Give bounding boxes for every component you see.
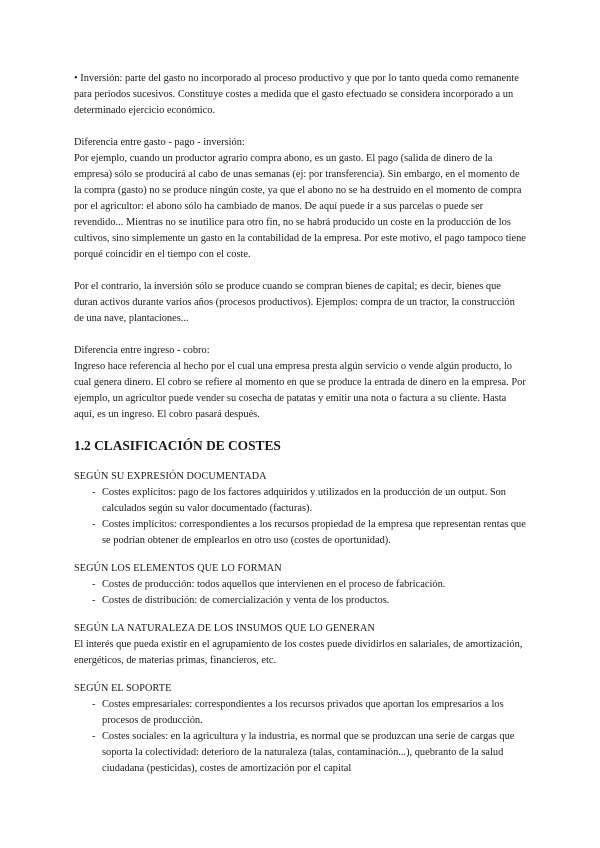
list-item <box>74 517 526 549</box>
subhead-soporte: SEGÚN EL SOPORTE <box>74 683 172 694</box>
dash-marker: - <box>92 519 96 530</box>
list-item <box>74 697 526 729</box>
dash-marker: - <box>92 699 96 710</box>
list-item-text: Costes sociales: en la agricultura y la industria, es normal que se produzcan una serie de cargas que soporta la colectividad: deterioro de la naturaleza (talas, contaminación...), quebranto de la salud ciudadana (pesticidas), costes de amortización por el capital <box>102 731 515 774</box>
dash-marker: - <box>92 731 96 742</box>
dash-marker: - <box>92 595 96 606</box>
list-item-text: Costes explícitos: pago de los factores adquiridos y utilizados en la producción de un output. Son calculados según su valor documentado (facturas). <box>102 487 507 514</box>
list-item-text: Costes de distribución: de comercialización y venta de los productos. <box>102 595 390 606</box>
list-item <box>74 729 526 777</box>
list-soporte <box>74 697 526 777</box>
diff-gasto-body: Por ejemplo, cuando un productor agrario compra abono, es un gasto. El pago (salida de dinero de la empresa) sólo se producirá al cabo de unas semanas (ej: por transferencia). Sin embargo, en el momento de la compra (gasto) no se produce ningún coste, ya que el abono no se ha destruido en el momento de compra por el agricultor: el abono sólo ha cambiado de manos. De aquí puede ir a sus parcelas o puede ser revendido... Mientras no se inutilice para otro fin, no se habrá producido un coste en la producción de los cultivos, sino simplemente un gasto en la contabilidad de la empresa. Por este motivo, el pago tampoco tiene porqué coincidir en el tiempo con el coste. <box>74 153 526 260</box>
naturaleza-body: El interés que pueda existir en el agrupamiento de los costes puede dividirlos en salariales, de amortización, energéticos, de materias primas, financieros, etc. <box>74 639 523 666</box>
inversion-contrario-paragraph: Por el contrario, la inversión sólo se produce cuando se compran bienes de capital; es decir, bienes que duran activos durante varios años (procesos productivos). Ejemplos: compra de un tractor, la construcción de una nave, plantaciones... <box>74 281 515 324</box>
diff-ingreso-body: Ingreso hace referencia al hecho por el cual una empresa presta algún servicio o vende algún producto, lo cual genera dinero. El cobro se refiere al momento en que se produce la entrada de dinero en la empresa. Por ejemplo, un agricultor puede vender su cosecha de patatas y emitir una nota o factura a su cliente. Hasta aquí, es un ingreso. El cobro pasará después. <box>74 361 526 420</box>
dash-marker: - <box>92 579 96 590</box>
list-item-text: Costes empresariales: correspondientes a los recursos privados que aportan los empresarios a los procesos de producción. <box>102 699 504 726</box>
subhead-expresion: SEGÚN SU EXPRESIÓN DOCUMENTADA <box>74 471 267 482</box>
list-item <box>74 593 526 609</box>
dash-marker: - <box>92 487 96 498</box>
list-item-text: Costes implícitos: correspondientes a los recursos propiedad de la empresa que representan rentas que se podrían obtener de emplearlos en otro uso (costes de oportunidad). <box>102 519 526 546</box>
list-elementos <box>74 577 526 609</box>
diff-ingreso-title: Diferencia entre ingreso - cobro: <box>74 345 210 356</box>
list-expresion <box>74 485 526 549</box>
list-item-text: Costes de producción: todos aquellos que intervienen en el proceso de fabricación. <box>102 579 446 590</box>
list-item <box>74 577 526 593</box>
subhead-naturaleza: SEGÚN LA NATURALEZA DE LOS INSUMOS QUE LO GENERAN <box>74 623 375 634</box>
section-heading: 1.2 CLASIFICACIÓN DE COSTES <box>74 438 281 453</box>
inversion-paragraph: • Inversión: parte del gasto no incorporado al proceso productivo y que por lo tanto queda como remanente para periodos sucesivos. Constituye costes a medida que el gasto efectuado se considera incorporado a un determinado ejercicio económico. <box>74 73 519 116</box>
list-item <box>74 485 526 517</box>
subhead-elementos: SEGÚN LOS ELEMENTOS QUE LO FORMAN <box>74 563 282 574</box>
diff-gasto-title: Diferencia entre gasto - pago - inversión: <box>74 137 245 148</box>
